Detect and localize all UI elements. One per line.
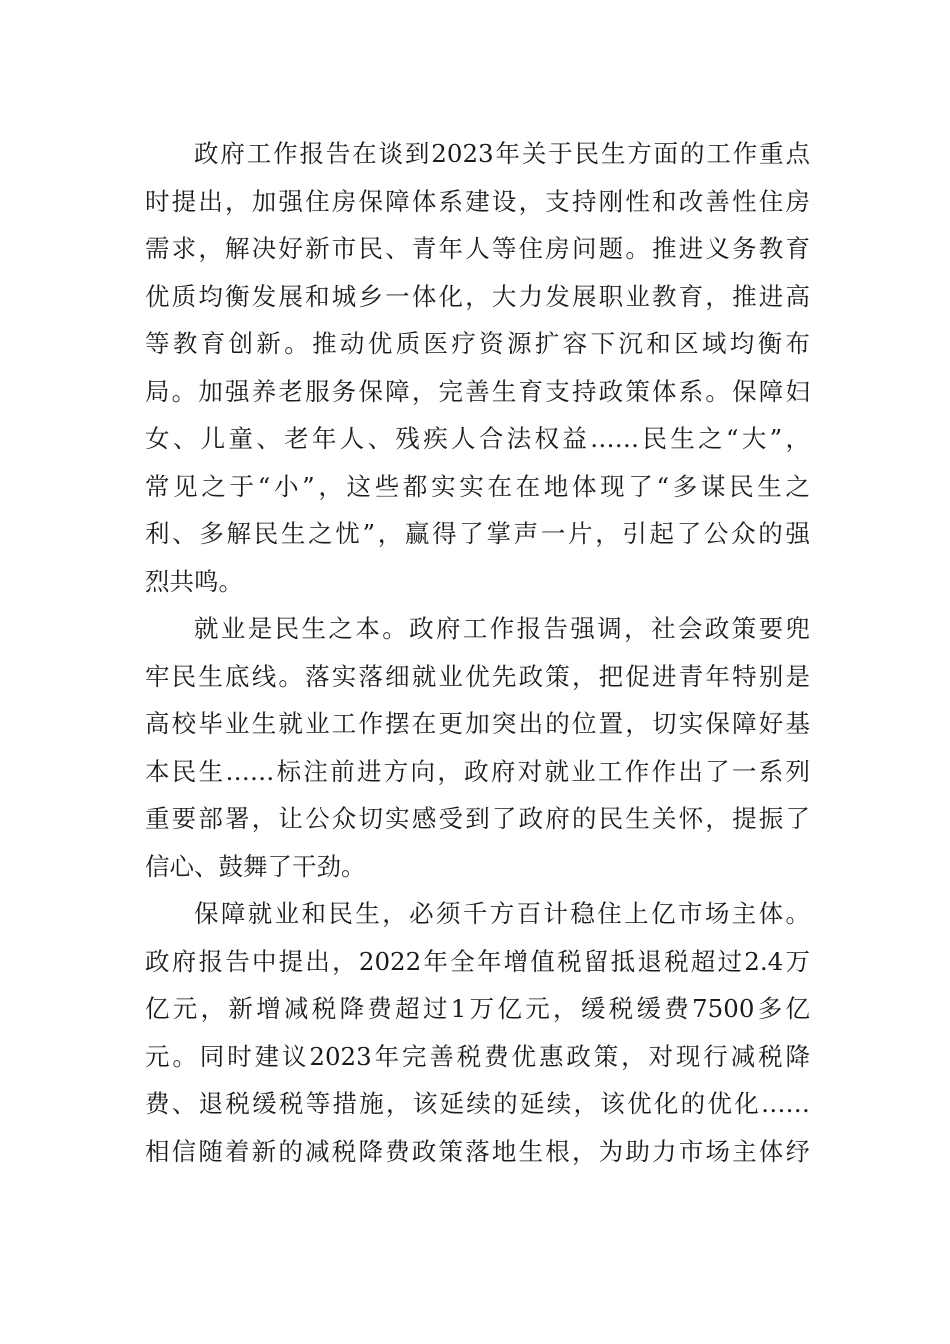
paragraph-1-line-2: 时提出，加强住房保障体系建设，支持刚性和改善性住房 bbox=[145, 186, 810, 216]
paragraph-3-line-3: 亿元，新增减税降费超过1万亿元，缓税缓费7500多亿 bbox=[145, 994, 810, 1023]
paragraph-1-line-4: 优质均衡发展和城乡一体化，大力发展职业教育，推进高 bbox=[145, 281, 810, 311]
paragraph-1-line-1: 政府工作报告在谈到2023年关于民生方面的工作重点 bbox=[194, 139, 810, 168]
paragraph-1-line-6: 局。加强养老服务保障，完善生育支持政策体系。保障妇 bbox=[145, 376, 810, 406]
paragraph-1-line-7: 女、儿童、老年人、残疾人合法权益……民生之“大”， bbox=[145, 424, 810, 453]
paragraph-3-line-1: 保障就业和民生，必须千方百计稳住上亿市场主体。 bbox=[194, 899, 810, 928]
paragraph-1-line-9: 利、多解民生之忧”，赢得了掌声一片，引起了公众的强 bbox=[145, 519, 810, 548]
document-body bbox=[145, 130, 810, 1175]
paragraph-2-line-2: 牢民生底线。落实落细就业优先政策，把促进青年特别是 bbox=[145, 661, 810, 691]
paragraph-1-line-5: 等教育创新。推动优质医疗资源扩容下沉和区域均衡布 bbox=[145, 329, 810, 358]
paragraph-1-line-3: 需求，解决好新市民、青年人等住房问题。推进义务教育 bbox=[145, 234, 810, 263]
paragraph-2-line-3: 高校毕业生就业工作摆在更加突出的位置，切实保障好基 bbox=[145, 709, 810, 738]
paragraph-2-line-4: 本民生……标注前进方向，政府对就业工作作出了一系列 bbox=[145, 756, 810, 786]
paragraph-2-line-6: 信心、鼓舞了干劲。 bbox=[145, 851, 366, 881]
paragraph-2-line-1: 就业是民生之本。政府工作报告强调，社会政策要兜 bbox=[194, 614, 810, 643]
paragraph-3-line-4: 元。同时建议2023年完善税费优惠政策，对现行减税降 bbox=[145, 1041, 810, 1071]
paragraph-1-line-10: 烈共鸣。 bbox=[145, 566, 243, 596]
paragraph-1-line-8: 常见之于“小”，这些都实实在在地体现了“多谋民生之 bbox=[145, 471, 810, 501]
paragraph-3-line-5: 费、退税缓税等措施，该延续的延续，该优化的优化…… bbox=[145, 1089, 810, 1118]
paragraph-3-line-6: 相信随着新的减税降费政策落地生根，为助力市场主体纾 bbox=[145, 1136, 810, 1166]
paragraph-3-line-2: 政府报告中提出，2022年全年增值税留抵退税超过2.4万 bbox=[145, 946, 810, 976]
paragraph-2-line-5: 重要部署，让公众切实感受到了政府的民生关怀，提振了 bbox=[145, 804, 810, 833]
